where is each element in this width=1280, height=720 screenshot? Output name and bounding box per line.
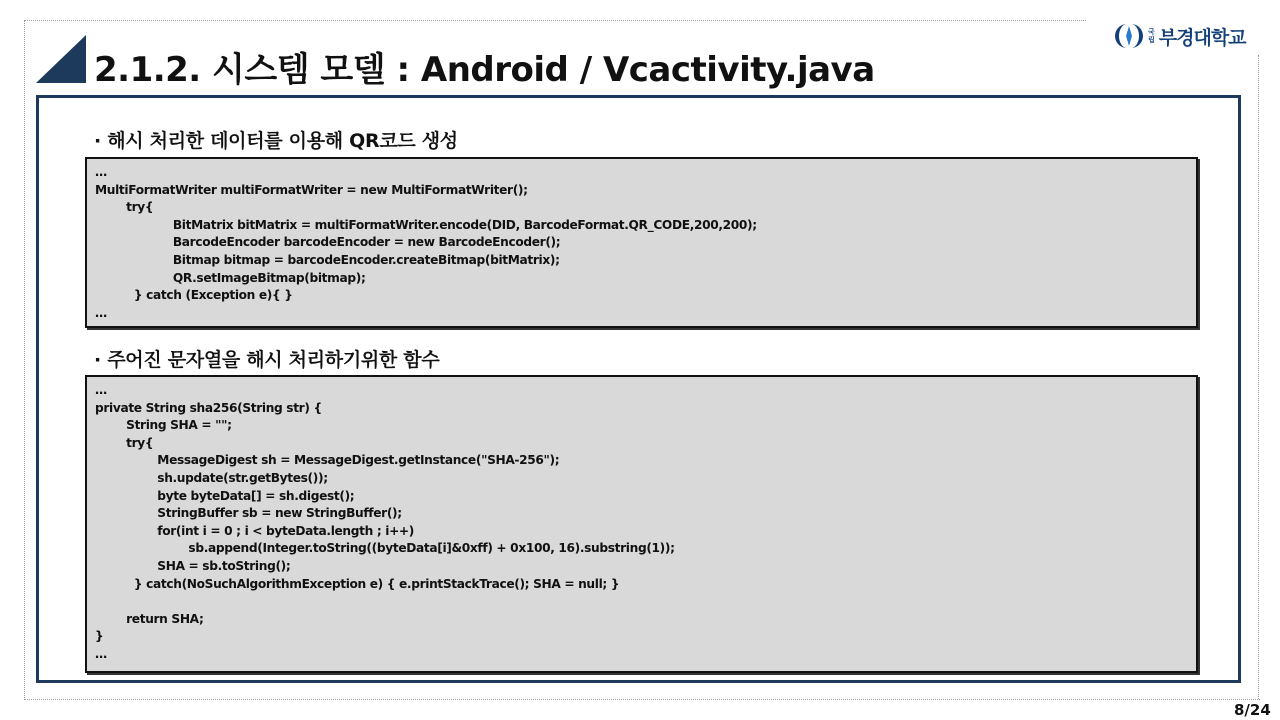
page-number: 8/24	[1234, 701, 1271, 719]
logo-text: 부경대학교	[1158, 26, 1246, 49]
code-text-qr: … MultiFormatWriter multiFormatWriter = new MultiFormatWriter(); try{ BitMatrix bitMatrix = multiFormatWriter.encode(DID, BarcodeFormat.QR_CODE,200,200); BarcodeEncoder barcodeEncoder = new BarcodeEncoder(); Bitmap bitmap = barcodeEncoder.createBitmap(bitMatrix); QR.setImageBitmap(bitmap); } catch (Exception e){ } …	[95, 165, 757, 320]
section-heading-qr: · 해시 처리한 데이터를 이용해 QR코드 생성	[94, 130, 458, 152]
slide-title: 2.1.2. 시스템 모델 : Android / Vcactivity.java	[94, 50, 875, 90]
logo-small-top: 국	[1148, 28, 1155, 36]
bottom-dotted-rule	[24, 699, 1260, 700]
code-block-qr	[85, 157, 1198, 328]
title-triangle-icon	[36, 35, 86, 83]
university-emblem-icon	[1114, 22, 1144, 50]
left-dotted-rule	[24, 20, 25, 700]
logo-small-text	[1148, 28, 1155, 44]
top-dotted-rule	[24, 20, 1086, 21]
right-dotted-rule	[1258, 55, 1259, 699]
code-block-sha	[85, 375, 1198, 673]
section-heading-sha: · 주어진 문자열을 해시 처리하기위한 함수	[94, 349, 440, 371]
logo-small-bottom: 립	[1148, 36, 1155, 44]
code-text-sha: … private String sha256(String str) { String SHA = ""; try{ MessageDigest sh = MessageDigest.getInstance("SHA-256"); sh.update(str.getBytes()); byte byteData[] = sh.digest(); StringBuffer sb = new StringBuffer(); for(int i = 0 ; i < byteData.length ; i++) sb.append(Integer.toString((byteData[i]&0xff) + 0x100, 16).substring(1)); SHA = sb.toString(); } catch(NoSuchAlgorithmException e) { e.printStackTrace(); SHA = null; } return SHA; } …	[95, 383, 675, 661]
university-logo	[1114, 22, 1246, 50]
